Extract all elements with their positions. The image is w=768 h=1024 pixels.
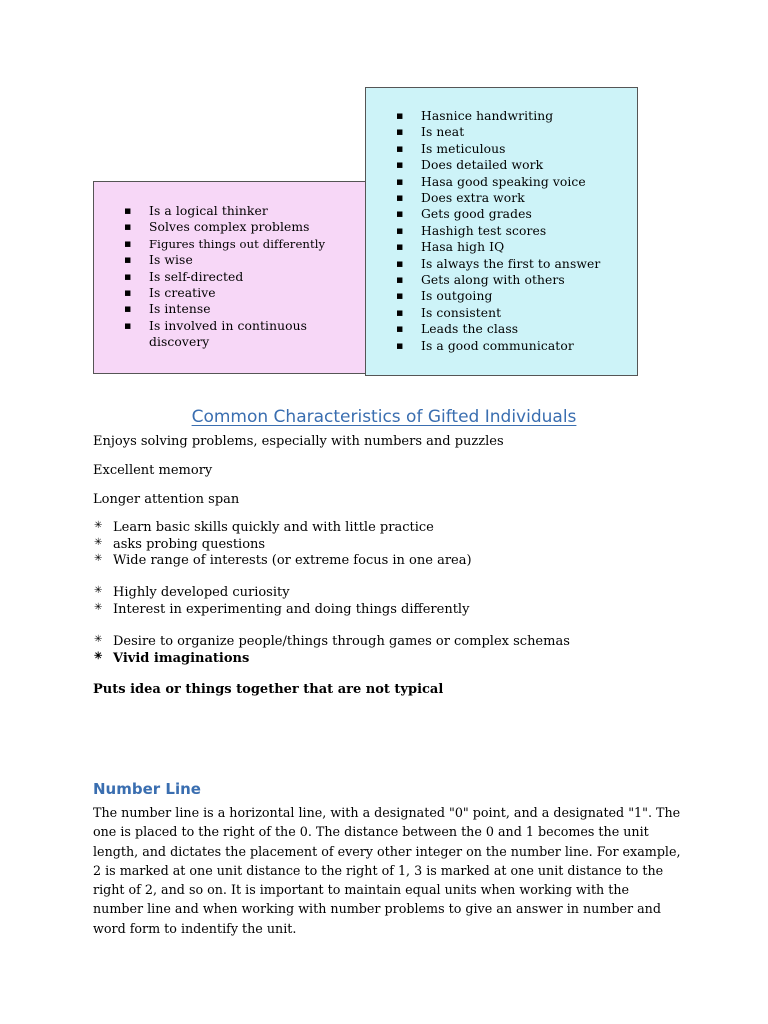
list-item: ✳ Highly developed curiosity: [94, 585, 290, 600]
square-bullet-icon: ▪: [396, 141, 404, 155]
list-item: ▪ Is outgoing: [396, 289, 493, 304]
square-bullet-icon: ▪: [396, 240, 404, 254]
star-bullet-icon: ✳: [94, 536, 103, 548]
square-bullet-icon: ▪: [396, 322, 404, 336]
list-item: ▪ Does detailed work: [396, 158, 544, 173]
square-bullet-icon: ▪: [124, 302, 132, 316]
square-bullet-icon: ▪: [124, 204, 132, 217]
square-bullet-icon: ▪: [396, 207, 404, 221]
left-characteristics-list: [124, 203, 360, 351]
square-bullet-icon: ▪: [396, 289, 404, 303]
square-bullet-icon: ▪: [124, 286, 132, 300]
list-item: ▪ Does extra work: [396, 191, 525, 206]
square-bullet-icon: ▪: [124, 318, 132, 332]
paragraph-attention-span: Longer attention span: [93, 492, 240, 507]
characteristics-list-1: [93, 520, 472, 570]
paragraph-bold-ideas: Puts idea or things together that are not typical: [93, 682, 444, 697]
right-characteristics-box: [365, 87, 638, 376]
list-item: ▪ Is a logical thinker: [124, 204, 268, 218]
right-characteristics-list: [396, 108, 632, 354]
square-bullet-icon: ▪: [124, 253, 132, 267]
list-item: ▪ Hasa good speaking voice: [396, 174, 586, 189]
list-item: ▪ Is meticulous: [396, 141, 506, 156]
list-item: ▪ Is neat: [396, 125, 465, 140]
list-item: ✳ asks probing questions: [94, 536, 266, 552]
square-bullet-icon: ▪: [396, 223, 404, 237]
list-item: ▪ Figures things out differently: [124, 236, 326, 251]
list-item: ✳ Learn basic skills quickly and with little practice: [94, 520, 434, 535]
number-line-paragraph: The number line is a horizontal line, with a designated "0" point, and a designated "1". The one is placed to the right of the 0. The distance between the 0 and 1 becomes the unit length, and dictates the placement of every other integer on the number line. For example, 2 is marked at one unit distance to the right of 1, 3 is marked at one unit distance to the right of 2, and so on. It is important to maintain equal units when working with the number line and when working with number problems to give an answer in number and word form to indentify the unit.: [93, 805, 681, 936]
square-bullet-icon: ▪: [396, 256, 404, 270]
list-item: ▪ Hashigh test scores: [396, 223, 547, 238]
star-bullet-icon: ✳: [94, 650, 103, 662]
list-item: ▪ Hasa high IQ: [396, 240, 505, 255]
square-bullet-icon: ▪: [396, 125, 404, 139]
characteristics-list-3: [93, 634, 570, 667]
characteristics-list-2: [93, 585, 469, 618]
list-item: ▪ Leads the class: [396, 322, 519, 337]
square-bullet-icon: ▪: [396, 273, 404, 287]
paragraph-memory: Excellent memory: [93, 463, 213, 478]
square-bullet-icon: ▪: [396, 174, 404, 188]
list-item: ▪ Solves complex problems: [124, 220, 310, 235]
list-item: ▪ Is intense: [124, 302, 211, 317]
star-bullet-icon: ✳: [94, 634, 103, 645]
square-bullet-icon: ▪: [124, 269, 132, 283]
list-item: ▪ Hasnice handwriting: [396, 109, 554, 123]
list-item: ▪ Is creative: [124, 286, 216, 301]
paragraph-problem-solving: Enjoys solving problems, especially with numbers and puzzles: [93, 434, 504, 449]
list-item: ✳ Interest in experimenting and doing things differently: [94, 601, 470, 617]
star-bullet-icon: ✳: [94, 520, 103, 531]
page-title: Common Characteristics of Gifted Individuals: [191, 407, 577, 427]
list-item: ▪ Is consistent: [396, 305, 502, 320]
square-bullet-icon: ▪: [396, 338, 404, 352]
square-bullet-icon: ▪: [396, 158, 404, 172]
list-item: ▪ Is wise: [124, 253, 193, 268]
square-bullet-icon: ▪: [396, 305, 404, 319]
list-item: ▪ Gets good grades: [396, 207, 532, 222]
left-characteristics-box: [93, 181, 366, 374]
list-item: ✳ Vivid imaginations: [94, 650, 250, 666]
star-bullet-icon: ✳: [94, 585, 103, 596]
list-item: ▪ Is a good communicator: [396, 338, 574, 353]
list-item: ▪ Gets along with others: [396, 273, 565, 288]
list-item: ✳ Wide range of interests (or extreme focus in one area): [94, 553, 472, 569]
list-item: ▪ Is involved in continuous discovery: [124, 318, 308, 350]
star-bullet-icon: ✳: [94, 601, 103, 613]
square-bullet-icon: ▪: [124, 236, 132, 250]
list-item: ✳ Desire to organize people/things through games or complex schemas: [94, 634, 570, 649]
star-bullet-icon: ✳: [94, 553, 103, 565]
section-heading-number-line: Number Line: [93, 780, 201, 798]
list-item: ▪ Is always the first to answer: [396, 256, 601, 271]
list-item: ▪ Is self-directed: [124, 269, 244, 284]
square-bullet-icon: ▪: [124, 220, 132, 234]
square-bullet-icon: ▪: [396, 109, 404, 122]
square-bullet-icon: ▪: [396, 191, 404, 205]
